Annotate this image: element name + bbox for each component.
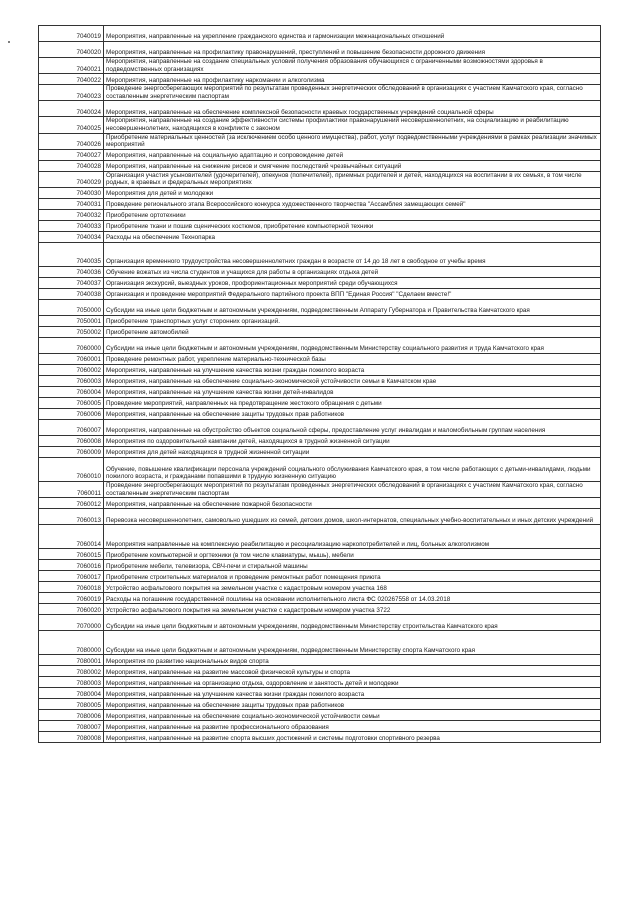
row-description: Мероприятия, направленные на организацию отдыха, оздоровление и занятость детей и молодежи: [104, 677, 601, 688]
row-description: Проведение регионального этапа Всероссийского конкурса художественного творчества "Ассамблея замещающих семей": [104, 198, 601, 209]
row-code: 7060003: [39, 375, 104, 386]
row-code: 7050001: [39, 315, 104, 326]
row-description: Проведение энергосберегающих мероприятий по результатам проведенных энергетических обследований в организациях с участием Камчатского края, согласно составленным энергетическим паспортам: [104, 481, 601, 497]
row-description: Приобретение ткани и пошив сценических костюмов, приобретение компьютерной техники: [104, 220, 601, 231]
row-code: 7060008: [39, 435, 104, 446]
table-row: [39, 160, 601, 171]
document-page: [38, 25, 601, 743]
row-description: Мероприятия для детей и молодежи: [104, 187, 601, 198]
row-code: 7040026: [39, 133, 104, 149]
table-row: [39, 615, 601, 631]
row-description: Организация и проведение мероприятий Федерального партийного проекта ВПП "Единая Россия" "Сделаем вместе!": [104, 288, 601, 299]
row-code: 7080007: [39, 721, 104, 732]
row-description: Мероприятия, направленные на улучшение качества жизни граждан пожилого возраста: [104, 688, 601, 699]
row-code: 7040033: [39, 220, 104, 231]
table-row: [39, 242, 601, 266]
table-row: [39, 337, 601, 353]
row-code: 7040036: [39, 266, 104, 277]
row-code: 7060010: [39, 457, 104, 481]
row-description: Устройство асфальтового покрытия на земельном участке с кадастровым номером участка 3722: [104, 604, 601, 615]
row-code: 7080004: [39, 688, 104, 699]
row-code: 7060016: [39, 560, 104, 571]
table-row: [39, 446, 601, 457]
table-row: [39, 549, 601, 560]
table-row: [39, 699, 601, 710]
row-code: 7080005: [39, 699, 104, 710]
row-description: Приобретение материальных ценностей (за исключением особо ценного имущества), работ, услуг подведомственными учреждениями в рамках реализации значимых мероприятий: [104, 133, 601, 149]
row-code: 7060006: [39, 408, 104, 419]
table-row: [39, 231, 601, 242]
row-description: Мероприятия, направленные на профилактику наркомании и алкоголизма: [104, 74, 601, 85]
row-description: Субсидии на иные цели бюджетным и автономным учреждениям, подведомственным Министерству спорта Камчатского края: [104, 631, 601, 655]
table-row: [39, 710, 601, 721]
row-description: Мероприятия направленные на комплексную реабилитацию и ресоциализацию наркопотребителей и лиц, больных алкоголизмом: [104, 525, 601, 549]
table-row: [39, 42, 601, 58]
row-code: 7040027: [39, 149, 104, 160]
row-code: 7050002: [39, 326, 104, 337]
table-row: [39, 481, 601, 497]
table-row: [39, 457, 601, 481]
row-description: Организация временного трудоустройства несовершеннолетних граждан в возрасте от 14 до 18 лет в свободное от учебы время: [104, 242, 601, 266]
table-row: [39, 266, 601, 277]
row-code: 7060020: [39, 604, 104, 615]
table-row: [39, 655, 601, 666]
row-description: Мероприятия, направленные на развитие массовой физической культуры и спорта: [104, 666, 601, 677]
table-row: [39, 509, 601, 525]
scan-mark: [8, 41, 10, 43]
table-row: [39, 498, 601, 509]
table-row: [39, 58, 601, 74]
row-code: 7060002: [39, 364, 104, 375]
table-row: [39, 101, 601, 117]
table-row: [39, 74, 601, 85]
table-row: [39, 198, 601, 209]
table-row: [39, 419, 601, 435]
table-body: [39, 26, 601, 743]
row-description: Расходы на обеспечение Технопарка: [104, 231, 601, 242]
row-code: 7040030: [39, 187, 104, 198]
table-row: [39, 326, 601, 337]
row-description: Субсидии на иные цели бюджетным и автономным учреждениям, подведомственным Министерству социального развития и труда Камчатского края: [104, 337, 601, 353]
table-row: [39, 677, 601, 688]
row-description: Приобретение транспортных услуг сторонних организаций.: [104, 315, 601, 326]
row-description: Приобретение мебели, телевизора, СВЧ-печи и стиральной машины: [104, 560, 601, 571]
table-row: [39, 560, 601, 571]
row-code: 7080008: [39, 732, 104, 743]
row-code: 7040024: [39, 101, 104, 117]
table-row: [39, 277, 601, 288]
row-code: 7060012: [39, 498, 104, 509]
row-code: 7060001: [39, 353, 104, 364]
row-code: 7060014: [39, 525, 104, 549]
row-code: 7040037: [39, 277, 104, 288]
row-code: 7080002: [39, 666, 104, 677]
row-code: 7040035: [39, 242, 104, 266]
row-description: Перевозка несовершеннолетних, самовольно ушедших из семей, детских домов, школ-интернатов, специальных учебно-воспитательных и иных детских учреждений: [104, 509, 601, 525]
row-code: 7060007: [39, 419, 104, 435]
table-row: [39, 525, 601, 549]
table-row: [39, 571, 601, 582]
row-code: 7060005: [39, 397, 104, 408]
table-row: [39, 435, 601, 446]
row-code: 7080006: [39, 710, 104, 721]
table-row: [39, 386, 601, 397]
row-code: 7040032: [39, 209, 104, 220]
row-description: Приобретение компьютерной и оргтехники (в том числе клавиатуры, мышь), мебели: [104, 549, 601, 560]
row-code: 7080003: [39, 677, 104, 688]
row-description: Приобретение ортотехники: [104, 209, 601, 220]
table-row: [39, 117, 601, 133]
row-description: Организация участия усыновителей (удочерителей), опекунов (попечителей), приемных родителей и детей, находящихся на воспитании в их семьях, в том числе родных, в краевых и федеральных мероприятиях: [104, 171, 601, 187]
row-description: Организация экскурсий, выездных уроков, профориентационных мероприятий среди обучающихся: [104, 277, 601, 288]
row-description: Обучение вожатых из числа студентов и учащихся для работы в организациях отдыха детей: [104, 266, 601, 277]
row-code: 7040029: [39, 171, 104, 187]
row-description: Мероприятия, направленные на развитие спорта высших достижений и системы подготовки спортивного резерва: [104, 732, 601, 743]
table-row: [39, 375, 601, 386]
table-row: [39, 666, 601, 677]
table-row: [39, 288, 601, 299]
row-description: Мероприятия, направленные на профилактику правонарушений, преступлений и повышение безопасности дорожного движения: [104, 42, 601, 58]
table-row: [39, 732, 601, 743]
table-row: [39, 209, 601, 220]
row-description: Мероприятия, направленные на обеспечение защиты трудовых прав работников: [104, 699, 601, 710]
row-description: Мероприятия, направленные на улучшение качества жизни детей-инвалидов: [104, 386, 601, 397]
row-code: 7070000: [39, 615, 104, 631]
row-description: Мероприятия, направленные на укрепление гражданского единства и гармонизации межнациональных отношений: [104, 26, 601, 42]
row-code: 7060018: [39, 582, 104, 593]
row-description: Субсидии на иные цели бюджетным и автономным учреждениям, подведомственным Аппарату Губернатора и Правительства Камчатского края: [104, 299, 601, 315]
row-code: 7060019: [39, 593, 104, 604]
row-code: 7060009: [39, 446, 104, 457]
row-code: 7040031: [39, 198, 104, 209]
row-description: Мероприятия для детей находящихся в трудной жизненной ситуации: [104, 446, 601, 457]
table-row: [39, 397, 601, 408]
row-code: 7060011: [39, 481, 104, 497]
table-row: [39, 353, 601, 364]
row-description: Мероприятия, направленные на обустройство объектов социальной сферы, предоставление услуг инвалидам и маломобильным группам населения: [104, 419, 601, 435]
row-code: 7040038: [39, 288, 104, 299]
table-row: [39, 631, 601, 655]
row-code: 7040023: [39, 85, 104, 101]
row-description: Мероприятия, направленные на снижение рисков и смягчение последствий чрезвычайных ситуаций: [104, 160, 601, 171]
row-description: Мероприятия, направленные на создание специальных условий получения образования обучающихся с ограниченными возможностями здоровья в подведомственных организациях: [104, 58, 601, 74]
row-description: Обучение, повышение квалификации персонала учреждений социального обслуживания Камчатского края, в том числе работающих с детьми-инвалидами, людьми пожилого возраста, и гражданами попавшими в трудную жизненную ситуацию: [104, 457, 601, 481]
row-description: Мероприятия, направленные на создание эффективности системы профилактики правонарушений несовершеннолетних, на социализацию и реабилитацию несовершеннолетних, находящихся в конфликте с законом: [104, 117, 601, 133]
row-description: Мероприятия по оздоровительной кампании детей, находящихся в трудной жизненной ситуации: [104, 435, 601, 446]
table-row: [39, 299, 601, 315]
row-description: Проведение энергосберегающих мероприятий по результатам проведенных энергетических обследований в организациях с участием Камчатского края, согласно составленным энергетическим паспортам: [104, 85, 601, 101]
row-description: Мероприятия, направленные на обеспечение социально-экономической устойчивости семьи в Камчатском крае: [104, 375, 601, 386]
table-row: [39, 408, 601, 419]
row-description: Устройство асфальтового покрытия на земельном участке с кадастровым номером участка 168: [104, 582, 601, 593]
row-code: 7060013: [39, 509, 104, 525]
row-description: Мероприятия, направленные на обеспечение комплексной безопасности краевых государственных учреждений социальной сферы: [104, 101, 601, 117]
row-description: Проведение ремонтных работ, укрепление материально-технической базы: [104, 353, 601, 364]
row-code: 7040025: [39, 117, 104, 133]
table-row: [39, 187, 601, 198]
row-description: Приобретение строительных материалов и проведение ремонтных работ помещения приюта: [104, 571, 601, 582]
table-row: [39, 364, 601, 375]
table-row: [39, 149, 601, 160]
row-code: 7060017: [39, 571, 104, 582]
row-description: Мероприятия, направленные на развитие профессионального образования: [104, 721, 601, 732]
row-code: 7050000: [39, 299, 104, 315]
row-code: 7080000: [39, 631, 104, 655]
row-description: Приобретение автомобилей: [104, 326, 601, 337]
row-code: 7040020: [39, 42, 104, 58]
table-row: [39, 582, 601, 593]
row-description: Мероприятия, направленные на социальную адаптацию и сопровождение детей: [104, 149, 601, 160]
row-description: Проведение мероприятий, направленных на предотвращение жестокого обращения с детьми: [104, 397, 601, 408]
row-description: Субсидии на иные цели бюджетным и автономным учреждениям, подведомственным Министерству строительства Камчатского края: [104, 615, 601, 631]
row-code: 7060015: [39, 549, 104, 560]
table-row: [39, 604, 601, 615]
row-code: 7040021: [39, 58, 104, 74]
row-description: Мероприятия, направленные на обеспечение защиты трудовых прав работников: [104, 408, 601, 419]
row-description: Мероприятия, направленные на улучшение качества жизни граждан пожилого возраста: [104, 364, 601, 375]
table-row: [39, 220, 601, 231]
row-code: 7060004: [39, 386, 104, 397]
table-row: [39, 315, 601, 326]
classification-table: [38, 25, 601, 743]
row-description: Мероприятия, направленные на обеспечение социально-экономической устойчивости семьи: [104, 710, 601, 721]
table-row: [39, 171, 601, 187]
row-code: 7040028: [39, 160, 104, 171]
row-description: Мероприятия, направленные на обеспечение пожарной безопасности: [104, 498, 601, 509]
row-code: 7040019: [39, 26, 104, 42]
table-row: [39, 688, 601, 699]
table-row: [39, 721, 601, 732]
row-code: 7040022: [39, 74, 104, 85]
table-row: [39, 26, 601, 42]
row-code: 7040034: [39, 231, 104, 242]
row-code: 7060000: [39, 337, 104, 353]
row-code: 7080001: [39, 655, 104, 666]
row-description: Расходы на погашение государственной пошлины на основании исполнительного листа ФС 020267558 от 14.03.2018: [104, 593, 601, 604]
row-description: Мероприятия по развитию национальных видов спорта: [104, 655, 601, 666]
table-row: [39, 593, 601, 604]
table-row: [39, 85, 601, 101]
table-row: [39, 133, 601, 149]
